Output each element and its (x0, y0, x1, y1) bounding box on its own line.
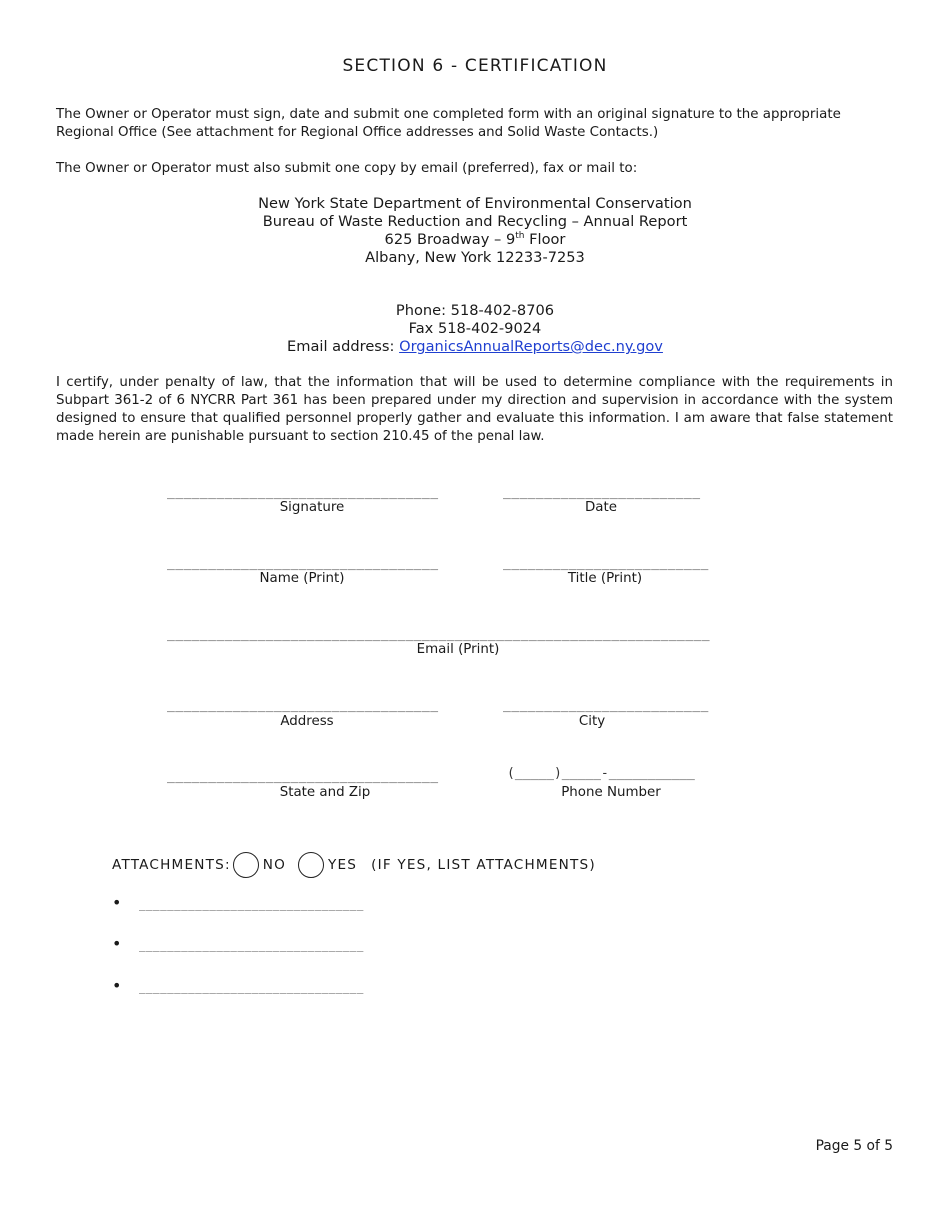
attachments-row (112, 852, 596, 878)
page-number: Page 5 of 5 (815, 1138, 893, 1154)
yes-radio[interactable] (298, 852, 324, 878)
phone-number-label: Phone Number (561, 785, 661, 800)
address-ordinal: th (515, 231, 525, 241)
title-line[interactable]: _________________________ (503, 556, 709, 571)
address-line-2: Bureau of Waste Reduction and Recycling – Annual Report (262, 213, 688, 230)
certification-statement: I certify, under penalty of law, that the information that will be used to determine compliance with the requirements in Subpart 361-2 of 6 NYCRR Part 361 has been prepared under my direction and supervision in accordance with the system designed to ensure that qualified personnel properly gather and evaluate this information. I am aware that false statement made herein are punishable pursuant to section 210.45 of the penal law. (56, 375, 893, 444)
address-floor: Floor (524, 231, 566, 248)
state-zip-line[interactable]: _________________________________ (167, 769, 439, 784)
signature-label: Signature (279, 500, 345, 515)
no-radio[interactable] (233, 852, 259, 878)
address-label: Address (280, 714, 334, 729)
contact-info (0, 302, 950, 356)
address-street: 625 Broadway – 9 (384, 231, 516, 248)
name-line[interactable]: _________________________________ (167, 556, 439, 571)
city-line[interactable]: _________________________ (503, 698, 709, 713)
section-title: SECTION 6 - CERTIFICATION (342, 56, 608, 76)
attachment-line-3[interactable]: ________________________________ (139, 981, 364, 994)
attachment-bullet-2: • (112, 934, 122, 953)
address-line-1: New York State Department of Environmental Conservation (258, 195, 692, 212)
attachment-bullet-1: • (112, 893, 122, 912)
attachment-line-1[interactable]: ________________________________ (139, 898, 364, 911)
signature-line[interactable]: _________________________________ (167, 485, 439, 500)
mailing-address (0, 195, 950, 267)
address-line[interactable]: _________________________________ (167, 698, 439, 713)
yes-label: YES (328, 857, 358, 873)
fax-text: Fax 518-402-9024 (408, 320, 542, 337)
phone-number-line[interactable]: (_____)_____-___________ (507, 766, 695, 781)
attachments-label: ATTACHMENTS: (112, 857, 231, 873)
no-label: NO (262, 857, 287, 873)
city-label: City (578, 714, 606, 729)
email-line (0, 338, 950, 356)
attachments-note: (IF YES, LIST ATTACHMENTS) (371, 857, 596, 873)
email-link[interactable]: OrganicsAnnualReports@dec.ny.gov (399, 338, 663, 355)
email-print-label: Email (Print) (416, 642, 500, 657)
submission-instructions: The Owner or Operator must sign, date and submit one completed form with an original signature to the appropriate Regional Office (See attachment for Regional Office addresses and Solid Waste Contacts.) (56, 107, 841, 140)
address-line-3 (0, 231, 950, 249)
name-label: Name (Print) (259, 571, 345, 586)
date-label: Date (584, 500, 617, 515)
email-label: Email address: (287, 338, 400, 355)
state-zip-label: State and Zip (279, 785, 371, 800)
title-label: Title (Print) (567, 571, 643, 586)
attachment-line-2[interactable]: ________________________________ (139, 939, 364, 952)
address-line-4: Albany, New York 12233-7253 (365, 249, 585, 266)
copy-instructions: The Owner or Operator must also submit one copy by email (preferred), fax or mail to: (56, 161, 638, 176)
phone-text: Phone: 518-402-8706 (395, 302, 555, 319)
email-print-line[interactable]: __________________________________________________________________ (167, 627, 710, 642)
attachment-bullet-3: • (112, 976, 122, 995)
date-line[interactable]: ________________________ (503, 485, 701, 500)
